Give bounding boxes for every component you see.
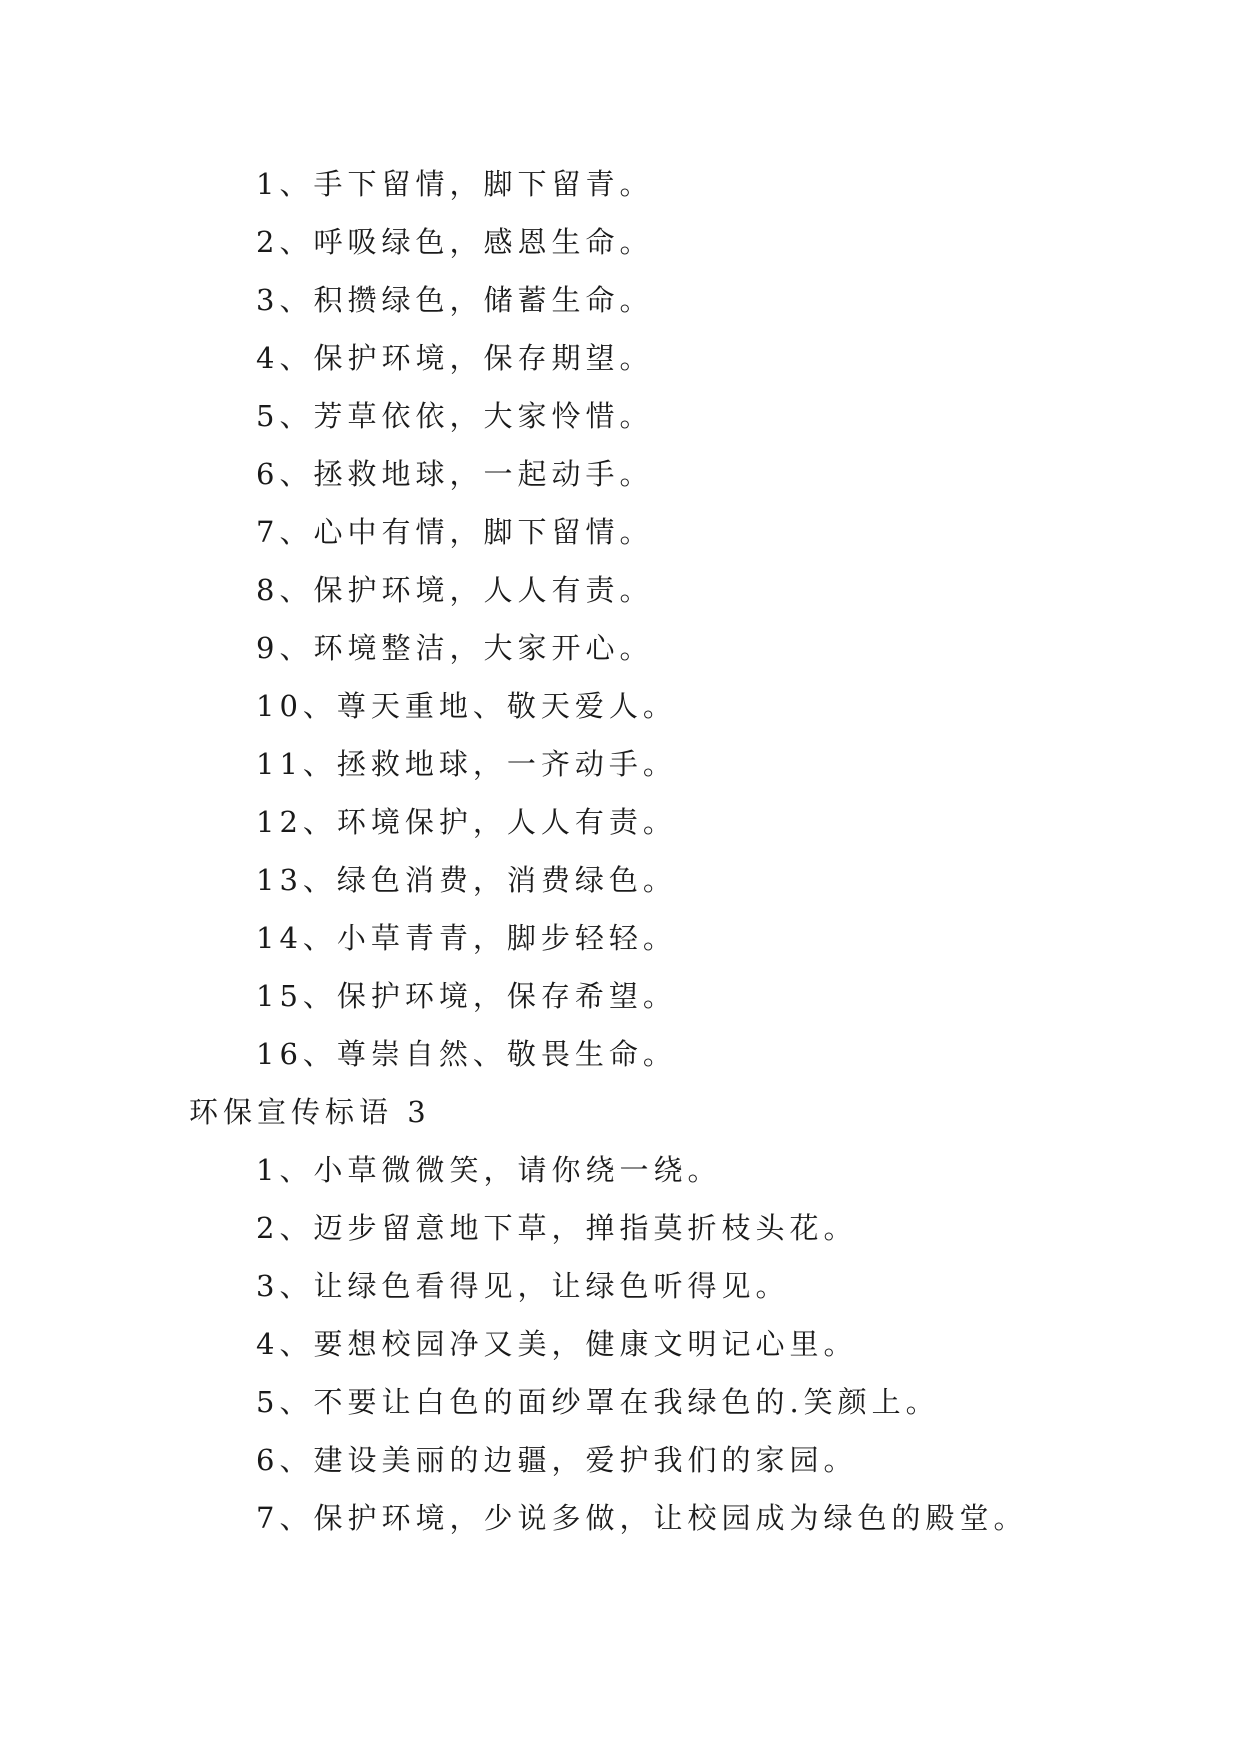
list-item: 13、绿色消费，消费绿色。 bbox=[256, 863, 677, 897]
list-item: 3、让绿色看得见，让绿色听得见。 bbox=[256, 1269, 790, 1303]
list-item: 11、拯救地球，一齐动手。 bbox=[256, 747, 677, 781]
list-item: 2、呼吸绿色，感恩生命。 bbox=[256, 225, 654, 259]
list-item: 10、尊天重地、敬天爱人。 bbox=[256, 689, 677, 723]
list-item: 6、建设美丽的边疆，爱护我们的家园。 bbox=[256, 1443, 858, 1477]
list-item: 1、手下留情，脚下留青。 bbox=[256, 167, 654, 201]
list-item: 15、保护环境，保存希望。 bbox=[256, 979, 677, 1013]
list-item: 9、环境整洁，大家开心。 bbox=[256, 631, 654, 665]
list-item: 6、拯救地球，一起动手。 bbox=[256, 457, 654, 491]
list-item: 16、尊崇自然、敬畏生命。 bbox=[256, 1037, 677, 1071]
list-item: 5、不要让白色的面纱罩在我绿色的.笑颜上。 bbox=[256, 1385, 940, 1419]
list-item: 4、保护环境，保存期望。 bbox=[256, 341, 654, 375]
list-item: 7、心中有情，脚下留情。 bbox=[256, 515, 654, 549]
section-heading: 环保宣传标语 3 bbox=[189, 1095, 431, 1129]
list-item: 8、保护环境，人人有责。 bbox=[256, 573, 654, 607]
list-item: 1、小草微微笑，请你绕一绕。 bbox=[256, 1153, 722, 1187]
list-item: 7、保护环境，少说多做，让校园成为绿色的殿堂。 bbox=[256, 1501, 1028, 1535]
list-item: 14、小草青青，脚步轻轻。 bbox=[256, 921, 677, 955]
list-item: 4、要想校园净又美，健康文明记心里。 bbox=[256, 1327, 858, 1361]
list-item: 2、迈步留意地下草，掸指莫折枝头花。 bbox=[256, 1211, 858, 1245]
list-item: 3、积攒绿色，储蓄生命。 bbox=[256, 283, 654, 317]
list-item: 5、芳草依依，大家怜惜。 bbox=[256, 399, 654, 433]
list-item: 12、环境保护，人人有责。 bbox=[256, 805, 677, 839]
